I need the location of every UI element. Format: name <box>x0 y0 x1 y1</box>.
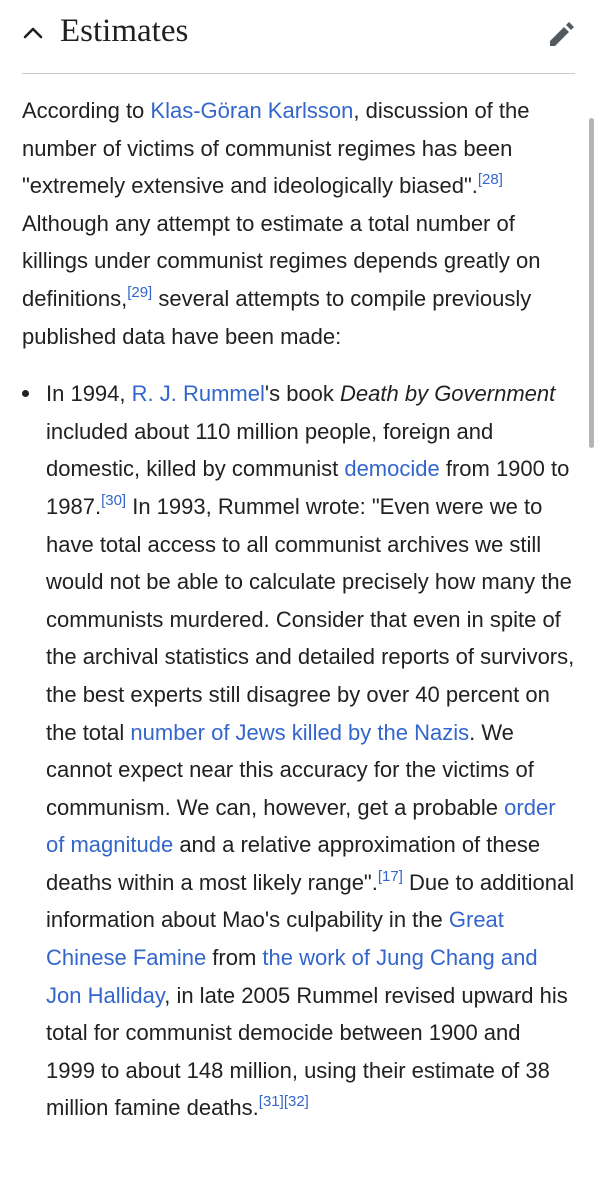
ref-28[interactable]: [28] <box>477 171 503 189</box>
article-content <box>22 92 575 1127</box>
estimates-list <box>22 375 575 1127</box>
ref-29[interactable]: [29] <box>127 283 153 301</box>
link-democide[interactable]: democide <box>344 456 440 482</box>
list-item <box>22 375 575 1127</box>
link-jews-killed-by-nazis[interactable]: number of Jews killed by the Nazis <box>130 719 470 745</box>
section-divider <box>22 73 575 74</box>
text: included about 110 million people, foreign and domestic, killed by communist <box>46 418 494 482</box>
pencil-icon[interactable] <box>546 20 576 50</box>
link-order-of-magnitude[interactable]: order of magnitude <box>46 794 556 858</box>
section-header <box>0 0 598 74</box>
text: , in late 2005 Rummel revised upward his total for communist democide between 1900 and 1999 to about 148 million, using their estimate of 38 million famine deaths. <box>46 982 568 1121</box>
ref-17[interactable]: [17] <box>377 867 403 885</box>
ref-31[interactable]: [31] <box>258 1093 284 1111</box>
ref-30[interactable]: [30] <box>101 491 127 509</box>
text: According to <box>22 98 151 123</box>
text: In 1994, <box>46 381 132 407</box>
text: In 1993, Rummel wrote: "Even were we to have total access to all communist archives we still would not be able to calculate precisely how many the communists murdered. Consider that even in spite of the archival statistics and detailed reports of survivors, the best experts still disagree by over 40 percent on the total <box>46 493 575 745</box>
intro-paragraph <box>22 92 575 355</box>
link-klas-goran-karlsson[interactable]: Klas-Göran Karlsson <box>150 98 354 123</box>
link-rj-rummel[interactable]: R. J. Rummel <box>131 381 265 407</box>
text: Although any attempt to estimate a total number of killings under communist regimes depends greatly on definitions, <box>22 210 541 311</box>
ref-32[interactable]: [32] <box>283 1093 309 1111</box>
text: . We cannot expect near this accuracy for the victims of communism. We can, however, get a probable <box>46 719 534 820</box>
text: several attempts to compile previously published data have been made: <box>22 285 532 349</box>
text: , discussion of the number of victims of communist regimes has been "extremely extensive and ideologically biased". <box>22 98 530 199</box>
section-title[interactable]: Estimates <box>60 13 189 49</box>
chevron-up-icon[interactable] <box>22 22 44 44</box>
text: from 1900 to 1987. <box>46 456 570 519</box>
text: from <box>206 945 263 971</box>
link-great-chinese-famine[interactable]: Great Chinese Famine <box>46 907 504 971</box>
book-title: Death by Government <box>340 381 556 407</box>
bullet-icon <box>22 390 29 397</box>
scrollbar[interactable] <box>589 118 594 448</box>
link-jung-chang-jon-halliday[interactable]: the work of Jung Chang and Jon Halliday <box>46 945 538 1008</box>
text: and a relative approximation of these deaths within a most likely range". <box>46 832 541 895</box>
text: Due to additional information about Mao's culpability in the <box>46 869 575 933</box>
text: 's book <box>264 381 341 407</box>
